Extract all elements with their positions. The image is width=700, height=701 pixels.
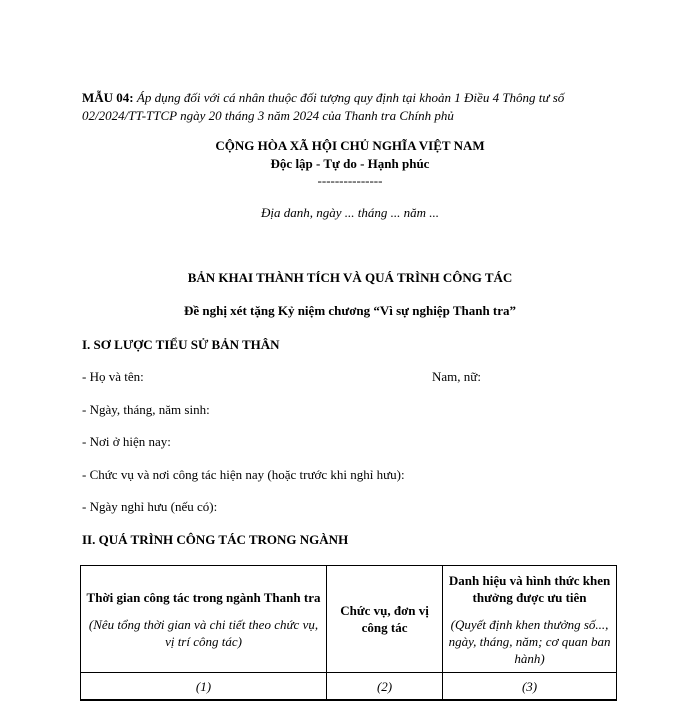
form-scope-text: Áp dụng đối với cá nhân thuộc đối tượng quy định tại khoản 1 Điều 4 Thông tư số 02/2024/TT-TTCP ngày 20 tháng 3 năm 2024 của Thanh tra Chính phủ bbox=[82, 90, 565, 123]
date-of-birth-field: - Ngày, tháng, năm sinh: bbox=[82, 402, 210, 417]
work-history-table bbox=[80, 565, 617, 701]
form-intro bbox=[82, 89, 622, 125]
residence-field: - Nơi ở hiện nay: bbox=[82, 434, 171, 449]
header-cell-position bbox=[327, 566, 443, 673]
nation-title: CỘNG HÒA XÃ HỘI CHỦ NGHĨA VIỆT NAM bbox=[215, 138, 485, 153]
column-title-awards: Danh hiệu và hình thức khen thưởng được ưu tiên bbox=[448, 572, 611, 605]
column-number-3: (3) bbox=[443, 673, 617, 701]
national-motto: Độc lập - Tự do - Hạnh phúc bbox=[270, 156, 430, 171]
column-title-period: Thời gian công tác trong ngành Thanh tra bbox=[86, 589, 321, 605]
full-name-field: - Họ và tên: bbox=[82, 369, 144, 384]
section2-heading: II. QUÁ TRÌNH CÔNG TÁC TRONG NGÀNH bbox=[82, 532, 349, 547]
header-divider: --------------- bbox=[317, 173, 383, 188]
column-title-position: Chức vụ, đơn vị công tác bbox=[340, 603, 429, 635]
current-position-field: - Chức vụ và nơi công tác hiện nay (hoặc trước khi nghỉ hưu): bbox=[82, 467, 405, 482]
column-note-period: (Nêu tổng thời gian và chi tiết theo chức vụ, vị trí công tác) bbox=[88, 616, 319, 649]
table-header-row bbox=[81, 566, 617, 673]
retirement-date-field: - Ngày nghỉ hưu (nếu có): bbox=[82, 499, 218, 514]
gender-field: Nam, nữ: bbox=[432, 369, 481, 384]
column-note-awards: (Quyết định khen thưởng số..., ngày, tháng, năm; cơ quan ban hành) bbox=[448, 616, 611, 666]
header-cell-awards bbox=[443, 566, 617, 673]
document-subtitle: Đề nghị xét tặng Kỷ niệm chương “Vì sự nghiệp Thanh tra” bbox=[183, 303, 517, 318]
header-cell-period bbox=[81, 566, 327, 673]
column-number-row bbox=[81, 673, 617, 701]
column-number-2: (2) bbox=[327, 673, 443, 701]
section1-heading: I. SƠ LƯỢC TIỂU SỬ BẢN THÂN bbox=[82, 337, 280, 352]
document-title: BẢN KHAI THÀNH TÍCH VÀ QUÁ TRÌNH CÔNG TÁC bbox=[187, 270, 513, 285]
form-number: MẪU 04: bbox=[82, 90, 134, 105]
column-number-1: (1) bbox=[81, 673, 327, 701]
place-date-line: Địa danh, ngày ... tháng ... năm ... bbox=[260, 205, 440, 220]
